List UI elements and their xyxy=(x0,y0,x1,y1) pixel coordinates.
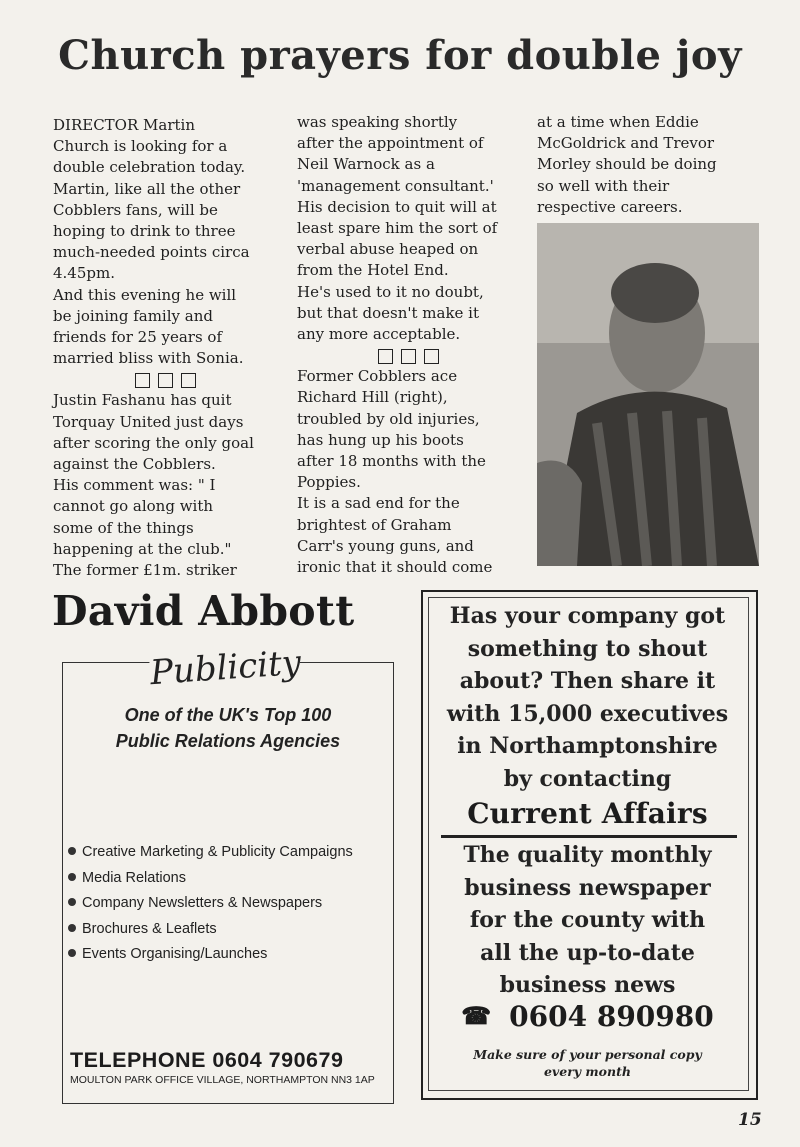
ad-copy-line: business news xyxy=(499,972,676,998)
player-photo xyxy=(537,223,759,566)
article-line: friends for 25 years of xyxy=(53,328,223,347)
service-item: Company Newsletters & Newspapers xyxy=(68,891,388,917)
service-item: Media Relations xyxy=(68,866,388,892)
article-line: much-needed points circa xyxy=(53,243,250,262)
ad-copy-line: The quality monthly xyxy=(463,842,712,868)
article-line: has hung up his boots xyxy=(297,430,464,449)
abbott-ad-title: David Abbott xyxy=(52,587,355,635)
current-affairs-ad-copy xyxy=(428,600,747,795)
article-line: cannot go along with xyxy=(53,497,214,516)
telephone-icon: ☎ xyxy=(461,1001,492,1030)
article-line: He's used to it no doubt, xyxy=(297,282,484,301)
article-line: was speaking shortly xyxy=(297,113,458,131)
article-line: happening at the club." xyxy=(53,539,232,558)
article-line: The former £1m. striker xyxy=(53,561,237,580)
section-divider xyxy=(53,369,278,390)
divider-rule xyxy=(441,835,737,838)
article-column-3 xyxy=(537,112,767,218)
article-line: Richard Hill (right), xyxy=(297,388,448,407)
tagline-line: One of the UK's Top 100 xyxy=(124,705,332,725)
section-divider xyxy=(297,345,519,366)
ad-copy-line: with 15,000 executives xyxy=(446,700,729,727)
article-line: ironic that it should come xyxy=(297,558,493,577)
article-line: hoping to drink to three xyxy=(53,222,236,241)
article-line: It is a sad end for the xyxy=(297,494,460,513)
ad-copy-line: by contacting xyxy=(503,765,672,792)
article-line: McGoldrick and Trevor xyxy=(537,134,715,153)
article-line: DIRECTOR Martin xyxy=(53,116,195,134)
service-item: Brochures & Leaflets xyxy=(68,917,388,943)
article-line: after the appointment of xyxy=(297,134,484,153)
article-line: some of the things xyxy=(53,518,194,537)
article-line: Former Cobblers ace xyxy=(297,367,458,386)
article-line: but that doesn't make it xyxy=(297,303,479,322)
article-line: Poppies. xyxy=(297,473,361,492)
abbott-ad-tagline xyxy=(62,702,394,754)
article-line: double celebration today. xyxy=(53,158,246,177)
current-affairs-note xyxy=(428,1046,747,1080)
page-number: 15 xyxy=(738,1110,762,1130)
ad-copy-line: in Northamptonshire xyxy=(457,733,718,759)
service-item: Creative Marketing & Publicity Campaigns xyxy=(68,840,388,866)
article-line: married bliss with Sonia. xyxy=(53,349,244,368)
article-line: His comment was: " I xyxy=(53,476,216,495)
article-line: And this evening he will xyxy=(53,285,237,304)
phone-number: 0604 890980 xyxy=(509,1000,714,1033)
ad-copy-line: all the up-to-date xyxy=(480,939,695,966)
article-line: Justin Fashanu has quit xyxy=(53,391,232,410)
current-affairs-brand: Current Affairs xyxy=(467,797,708,830)
current-affairs-phone xyxy=(428,1000,747,1033)
ad-copy-line: for the county with xyxy=(469,907,706,933)
article-line: Cobblers fans, will be xyxy=(53,200,218,219)
article-column-2 xyxy=(297,112,519,578)
article-line: least spare him the sort of xyxy=(297,219,498,238)
ad-copy-line: business newspaper xyxy=(464,874,711,901)
article-line: so well with their xyxy=(537,176,670,195)
article-line: 'management consultant.' xyxy=(297,176,494,195)
service-item: Events Organising/Launches xyxy=(68,942,388,968)
note-line: Make sure of your personal copy xyxy=(473,1047,702,1062)
publicity-script-logo: Publicity xyxy=(148,635,302,701)
ad-copy-line: about? Then share it xyxy=(459,668,716,694)
abbott-telephone: TELEPHONE 0604 790679 xyxy=(70,1048,344,1072)
services-list xyxy=(68,840,388,968)
article-line: His decision to quit will at xyxy=(297,197,497,216)
article-line: 4.45pm. xyxy=(53,264,115,283)
ad-copy-line: Has your company got xyxy=(449,603,726,629)
article-column-1 xyxy=(53,115,278,581)
headline: Church prayers for double joy xyxy=(58,32,742,79)
article-line: Neil Warnock as a xyxy=(297,155,435,174)
note-line: every month xyxy=(544,1064,631,1079)
article-line: troubled by old injuries, xyxy=(297,409,480,428)
abbott-address: MOULTON PARK OFFICE VILLAGE, NORTHAMPTON NN3 1AP xyxy=(70,1074,375,1086)
article-line: any more acceptable. xyxy=(297,325,461,344)
tagline-line: Public Relations Agencies xyxy=(115,731,341,751)
article-line: Morley should be doing xyxy=(537,155,717,174)
article-line: Martin, like all the other xyxy=(53,179,241,198)
article-line: Torquay United just days xyxy=(53,412,244,431)
article-line: at a time when Eddie xyxy=(537,113,699,131)
ad-copy-line: something to shout xyxy=(467,635,708,662)
article-line: respective careers. xyxy=(537,197,683,216)
article-line: Church is looking for a xyxy=(53,137,228,156)
article-line: after scoring the only goal xyxy=(53,433,254,452)
article-line: be joining family and xyxy=(53,306,213,325)
article-line: from the Hotel End. xyxy=(297,261,449,280)
article-line: verbal abuse heaped on xyxy=(297,240,479,259)
article-line: Carr's young guns, and xyxy=(297,536,474,555)
current-affairs-ad-copy-2 xyxy=(428,839,747,1002)
article-line: against the Cobblers. xyxy=(53,455,216,474)
article-line: brightest of Graham xyxy=(297,515,452,534)
article-line: after 18 months with the xyxy=(297,452,486,471)
